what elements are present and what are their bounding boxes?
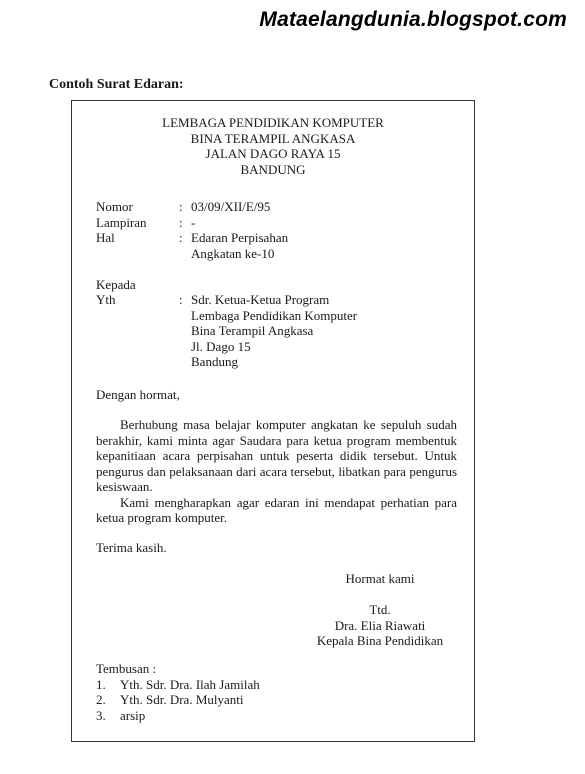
address-line-1: Sdr. Ketua-Ketua Program: [191, 292, 330, 307]
closing: Terima kasih.: [96, 540, 167, 555]
heading-line-1: LEMBAGA PENDIDIKAN KOMPUTER: [162, 115, 384, 130]
letter-meta: [96, 199, 456, 370]
list-item: [96, 692, 260, 708]
tembusan-label: Tembusan :: [96, 661, 157, 676]
nomor-row: [96, 199, 456, 215]
blog-watermark: Mataelangdunia.blogspot.com: [259, 8, 567, 31]
item-text: arsip: [120, 707, 146, 723]
list-item: [96, 708, 260, 724]
lampiran-label: Lampiran: [96, 214, 147, 230]
item-number: 3.: [96, 707, 106, 723]
colon: :: [179, 214, 183, 230]
yth-row: [96, 292, 456, 308]
lampiran-row: [96, 215, 456, 231]
signer-name: Dra. Elia Riawati: [334, 617, 426, 633]
signature-block: [300, 571, 460, 649]
item-number: 2.: [96, 692, 106, 707]
yth-label: Yth: [96, 292, 116, 307]
nomor-label: Nomor: [96, 199, 133, 214]
hal-row: [96, 230, 456, 246]
letter-frame: [71, 100, 475, 742]
tembusan-list: [96, 677, 260, 724]
address-line-2: Lembaga Pendidikan Komputer: [191, 307, 358, 323]
ttd: Ttd.: [369, 602, 391, 617]
signer-title: Kepala Bina Pendidikan: [316, 633, 444, 648]
nomor-value: 03/09/XII/E/95: [191, 199, 271, 214]
hal-label: Hal: [96, 230, 115, 245]
colon: :: [179, 230, 183, 245]
item-text: Yth. Sdr. Dra. Ilah Jamilah: [120, 676, 260, 692]
colon: :: [179, 199, 183, 214]
salutation: Dengan hormat,: [96, 387, 180, 402]
hal-value: Edaran Perpisahan: [191, 230, 289, 245]
lampiran-value: -: [191, 214, 196, 230]
heading-line-4: BANDUNG: [240, 161, 306, 177]
letter-heading: [72, 115, 474, 177]
address-line-4: Jl. Dago 15: [191, 338, 251, 354]
heading-line-2: BINA TERAMPIL ANGKASA: [190, 130, 356, 146]
tembusan: [96, 661, 260, 723]
hal-value-continued: Angkatan ke-10: [191, 245, 275, 261]
body-paragraph-1: Berhubung masa belajar komputer angkatan ke sepuluh sudah berakhir, kami minta agar Saudara para ketua program membentuk kepanitiaan acara perpisahan untuk peserta didik tersebut. Untuk pengurus dan pelaksanaan dari acara tersebut, libatkan para pengurus kesiswaan.: [96, 417, 457, 494]
document-caption: Contoh Surat Edaran:: [49, 77, 184, 92]
list-item: [96, 677, 260, 693]
item-text: Yth. Sdr. Dra. Mulyanti: [120, 692, 244, 707]
item-number: 1.: [96, 676, 106, 692]
regards: Hormat kami: [345, 571, 415, 586]
address-line-5: Bandung: [191, 354, 238, 369]
colon: :: [179, 292, 183, 307]
letter-body: [96, 417, 457, 526]
body-paragraph-2: Kami mengharapkan agar edaran ini mendapat perhatian para ketua program komputer.: [96, 494, 457, 525]
address-line-3: Bina Terampil Angkasa: [191, 323, 314, 338]
kepada-label: Kepada: [96, 276, 136, 292]
heading-line-3: JALAN DAGO RAYA 15: [205, 146, 341, 161]
